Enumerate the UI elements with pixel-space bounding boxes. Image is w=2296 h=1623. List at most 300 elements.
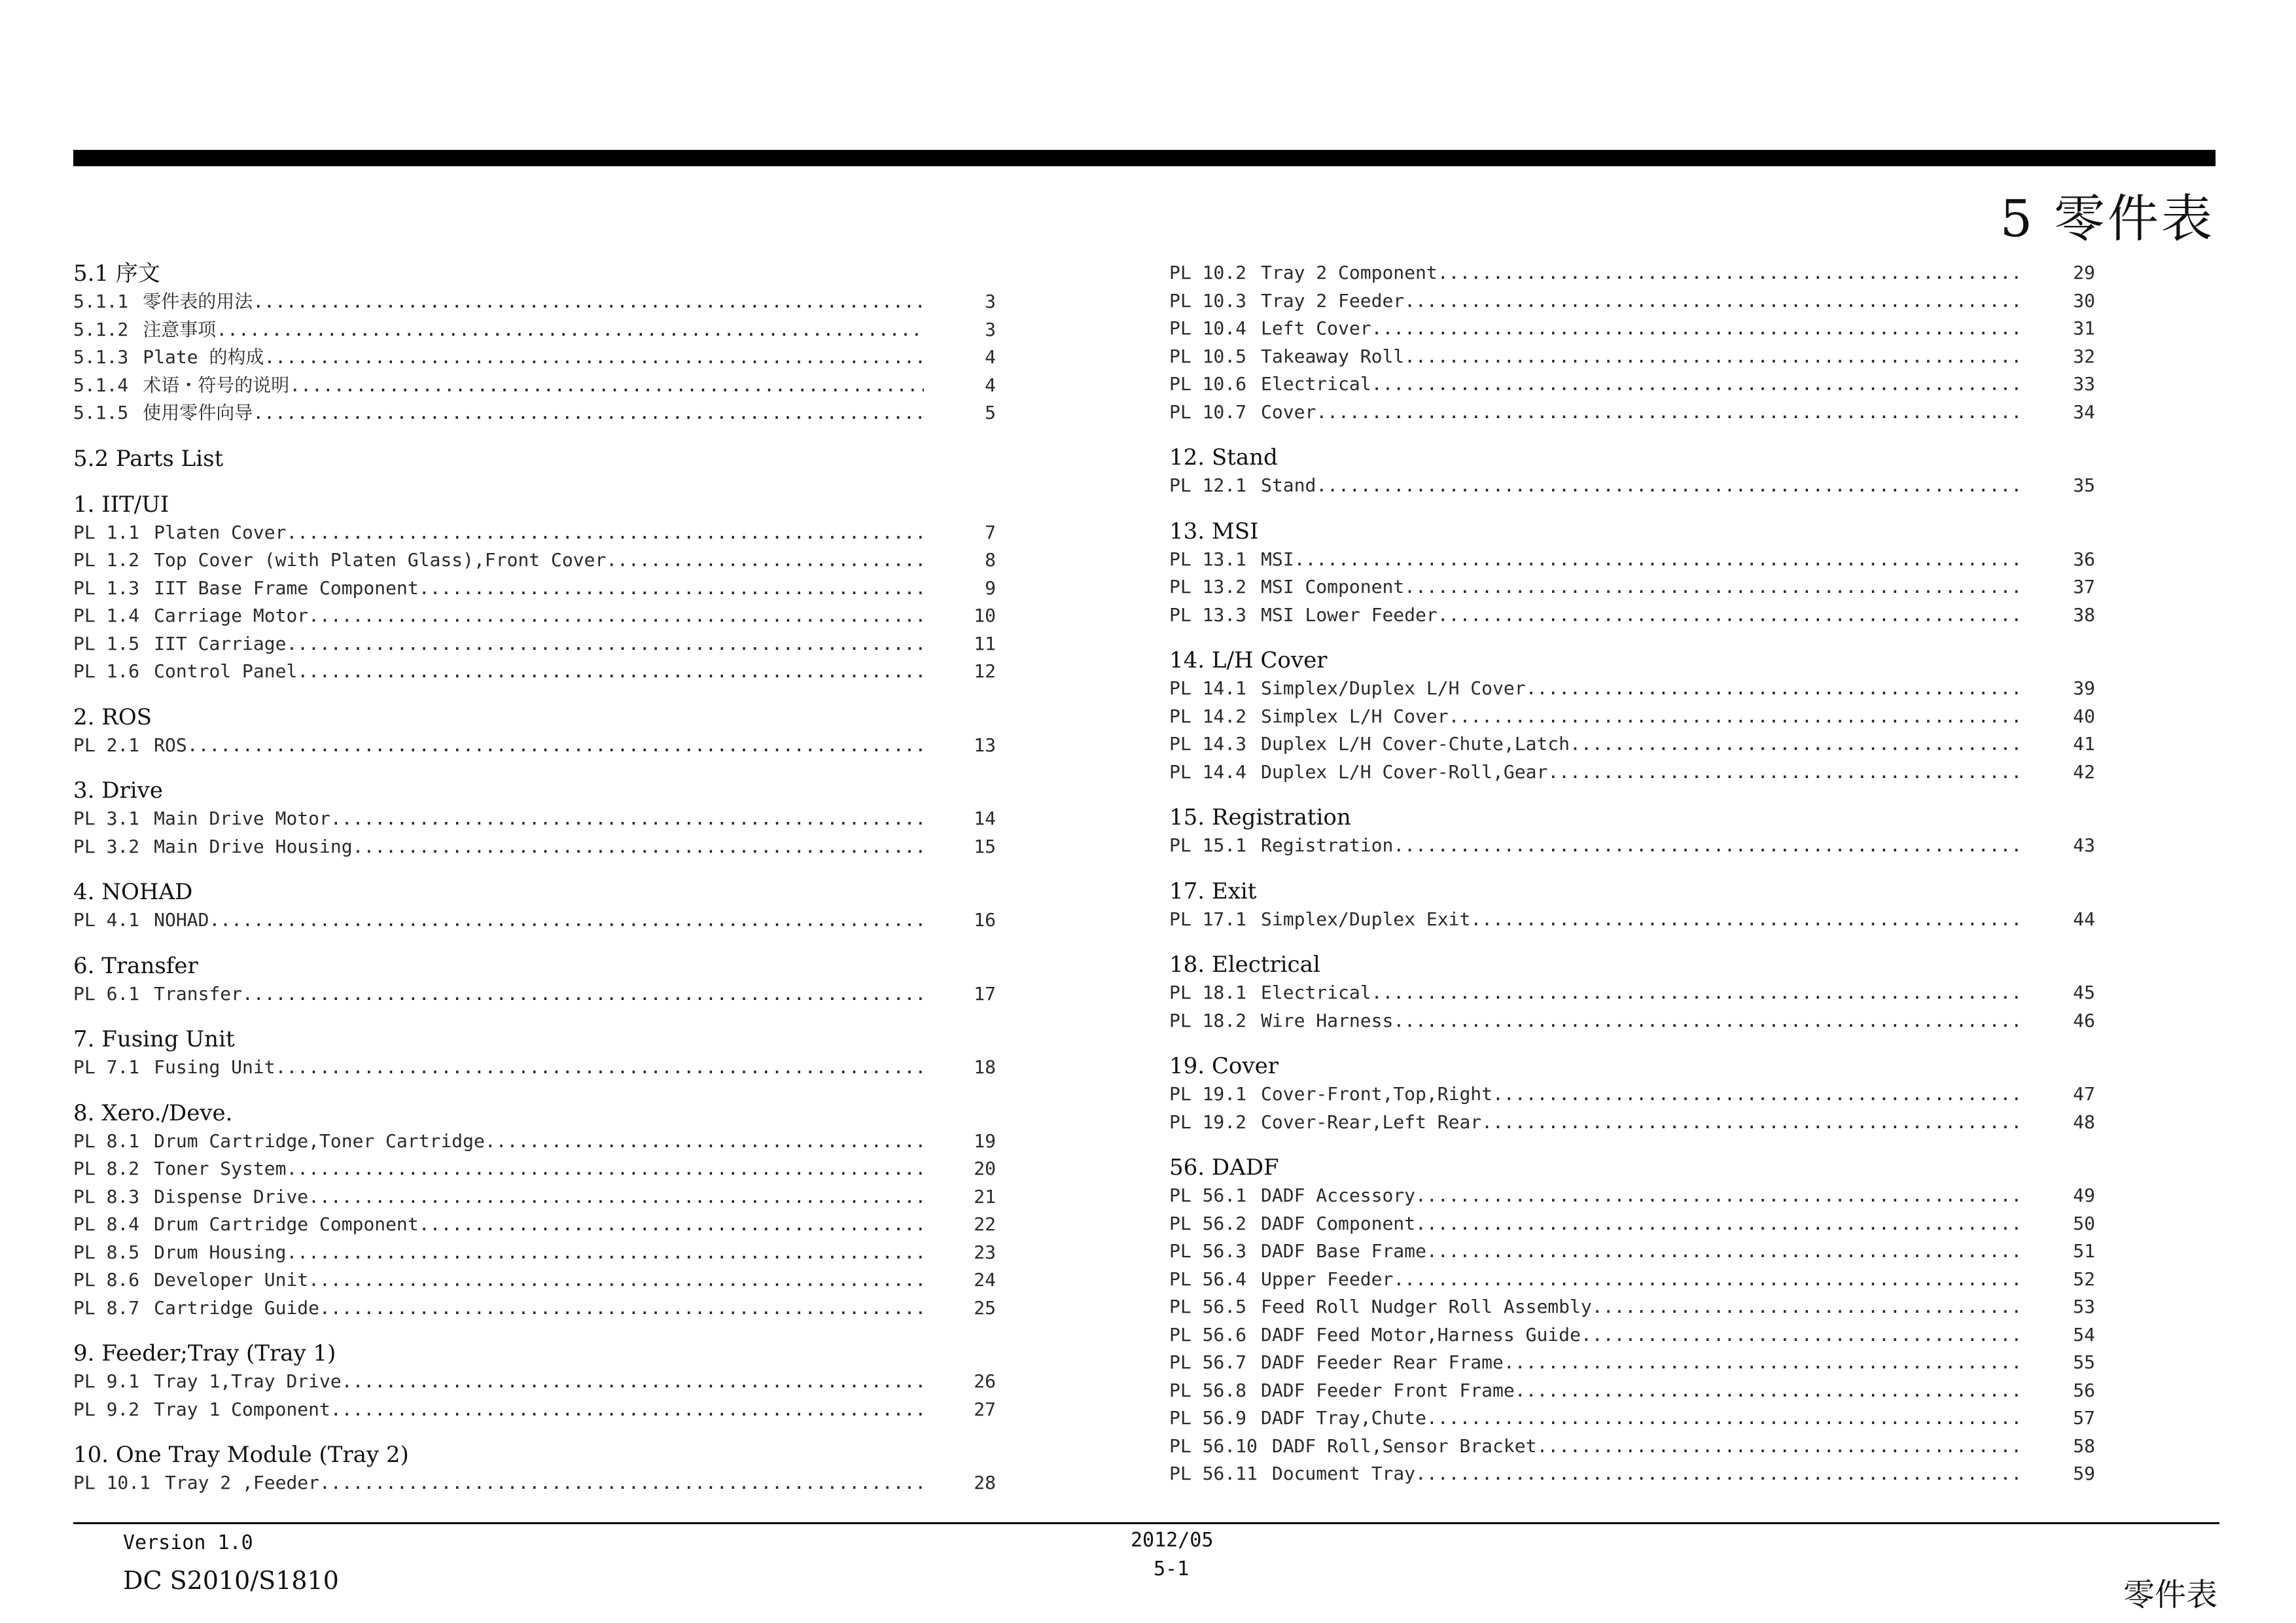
toc-entry[interactable]: [1169, 1266, 2095, 1294]
entry-number: PL 56.3: [1169, 1240, 1247, 1262]
entry-page: 14: [974, 808, 996, 829]
toc-section: [73, 1339, 996, 1423]
entry-number: PL 14.2: [1169, 705, 1247, 727]
toc-entry[interactable]: [1169, 703, 2095, 731]
section-heading: 56. DADF: [1169, 1154, 1279, 1181]
entry-page: 39: [2073, 677, 2095, 699]
dot-leader: [1504, 1349, 2018, 1377]
footer-rule: [73, 1522, 2219, 1524]
dot-leader: [419, 1211, 924, 1239]
entry-number: PL 56.4: [1169, 1268, 1247, 1290]
entry-page: 3: [985, 291, 996, 312]
entry-page: 50: [2073, 1212, 2095, 1234]
entry-number: PL 10.2: [1169, 262, 1247, 283]
toc-section: [73, 1099, 996, 1323]
toc-section: [73, 444, 996, 473]
entry-page: 3: [985, 318, 996, 340]
toc-entry[interactable]: [1169, 675, 2095, 703]
toc-entry[interactable]: [1169, 1460, 2095, 1488]
dot-leader: [330, 805, 924, 833]
toc-entry[interactable]: [1169, 1349, 2095, 1377]
entry-number: PL 9.2: [73, 1398, 140, 1420]
entry-page: 18: [974, 1056, 996, 1078]
toc-entry[interactable]: [1169, 1080, 2095, 1109]
entry-title: Registration: [1261, 834, 1394, 856]
dot-leader: [1515, 1377, 2018, 1405]
entry-title: MSI: [1261, 548, 1294, 570]
toc-entry[interactable]: [1169, 730, 2095, 758]
entry-number: 5.1.4: [73, 374, 129, 396]
entry-number: PL 8.5: [73, 1241, 140, 1263]
dot-leader: [1438, 601, 2018, 630]
entry-page: 41: [2073, 733, 2095, 755]
entry-page: 24: [974, 1269, 996, 1291]
dot-leader: [1426, 1238, 2018, 1266]
section-heading: 5.1 序文: [73, 260, 160, 287]
dot-leader: [353, 833, 924, 861]
entry-page: 4: [985, 374, 996, 396]
footer-model: DC S2010/S1810: [123, 1566, 339, 1595]
dot-leader: [1393, 1266, 2018, 1294]
section-heading: 3. Drive: [73, 777, 163, 804]
entry-page: 22: [974, 1213, 996, 1235]
dot-leader: [1415, 1182, 2018, 1210]
entry-number: PL 1.4: [73, 605, 140, 626]
dot-leader: [1404, 573, 2018, 601]
dot-leader: [187, 732, 924, 760]
toc-entry[interactable]: [73, 316, 996, 344]
toc-entry[interactable]: [1169, 573, 2095, 601]
dot-leader: [1371, 979, 2018, 1007]
entry-page: 20: [974, 1158, 996, 1179]
toc-entry[interactable]: [1169, 1433, 2095, 1461]
toc-entry[interactable]: [73, 575, 996, 603]
toc-section: [1169, 443, 2095, 500]
toc-section: [73, 490, 996, 686]
entry-title: Duplex L/H Cover-Chute,Latch: [1261, 733, 1570, 755]
dot-leader: [1371, 315, 2018, 343]
footer-version: Version 1.0: [123, 1531, 253, 1554]
dot-leader: [1470, 906, 2018, 934]
entry-title: Cover: [1261, 401, 1316, 423]
entry-page: 4: [985, 346, 996, 368]
entry-title: DADF Tray,Chute: [1261, 1407, 1426, 1429]
dot-leader: [1316, 399, 2018, 427]
entry-number: PL 13.3: [1169, 603, 1247, 626]
entry-number: PL 14.4: [1169, 760, 1247, 783]
entry-title: Main Drive Motor: [154, 808, 330, 829]
entry-title: IIT Carriage: [154, 632, 287, 654]
toc-section: [1169, 803, 2095, 860]
toc-entry[interactable]: [1169, 979, 2095, 1007]
toc-entry[interactable]: [1169, 906, 2095, 934]
entry-number: PL 10.5: [1169, 345, 1247, 367]
entry-title: Cartridge Guide: [154, 1296, 320, 1319]
entry-page: 9: [985, 577, 996, 599]
entry-number: PL 56.6: [1169, 1323, 1247, 1346]
toc-entry[interactable]: [1169, 472, 2095, 500]
toc-entry[interactable]: [73, 805, 996, 833]
toc-entry[interactable]: [73, 1368, 996, 1396]
entry-number: 5.1.1: [73, 291, 129, 312]
dot-leader: [297, 658, 924, 686]
toc-entry[interactable]: [73, 1239, 996, 1267]
dot-leader: [1547, 758, 2018, 787]
entry-page: 17: [974, 982, 996, 1005]
toc-entry[interactable]: [73, 546, 996, 575]
entry-number: 5.1.3: [73, 346, 129, 368]
entry-title: DADF Base Frame: [1261, 1240, 1426, 1262]
section-heading: 7. Fusing Unit: [73, 1026, 235, 1052]
section-heading: 4. NOHAD: [73, 879, 193, 905]
entry-number: PL 56.5: [1169, 1296, 1247, 1317]
entry-title: Cover-Rear,Left Rear: [1261, 1111, 1482, 1133]
dot-leader: [308, 602, 924, 630]
entry-page: 57: [2073, 1407, 2095, 1429]
toc-entry[interactable]: [1169, 1377, 2095, 1405]
entry-number: PL 9.1: [73, 1370, 140, 1392]
toc-entry[interactable]: [1169, 1182, 2095, 1210]
entry-number: PL 19.2: [1169, 1111, 1247, 1133]
dot-leader: [1316, 472, 2018, 500]
entry-title: Plate 的构成: [143, 346, 264, 368]
entry-title: Toner System: [154, 1158, 287, 1179]
dot-leader: [1581, 1321, 2018, 1349]
toc-entry[interactable]: [1169, 1109, 2095, 1137]
dot-leader: [1294, 546, 2018, 574]
entry-title: Takeaway Roll: [1261, 345, 1405, 367]
entry-number: PL 13.1: [1169, 548, 1247, 570]
entry-number: 5.1.5: [73, 402, 129, 423]
entry-page: 31: [2073, 317, 2095, 339]
entry-page: 10: [974, 605, 996, 626]
toc-column-left: [73, 259, 996, 1497]
footer-page-number: 5-1: [1154, 1558, 1190, 1580]
dot-leader: [1526, 675, 2018, 703]
toc-section: [73, 259, 996, 427]
toc-entry[interactable]: [1169, 399, 2095, 427]
dot-leader: [1393, 832, 2018, 860]
entry-number: PL 14.1: [1169, 677, 1247, 699]
entry-page: 59: [2073, 1463, 2095, 1484]
entry-page: 52: [2073, 1268, 2095, 1290]
footer-chapter: 零件表: [2123, 1577, 2217, 1613]
toc-entry[interactable]: [73, 372, 996, 400]
toc-entry[interactable]: [1169, 343, 2095, 371]
entry-title: 注意事项: [143, 318, 217, 340]
entry-title: Simplex/Duplex Exit: [1261, 908, 1471, 930]
toc-entry[interactable]: [1169, 1404, 2095, 1433]
dot-leader: [419, 575, 924, 603]
entry-page: 5: [985, 402, 996, 423]
entry-title: Developer Unit: [154, 1269, 309, 1291]
section-heading: 2. ROS: [73, 704, 152, 730]
entry-page: 33: [2073, 373, 2095, 395]
entry-number: PL 17.1: [1169, 908, 1247, 930]
entry-page: 26: [974, 1370, 996, 1392]
entry-page: 11: [974, 632, 996, 654]
dot-leader: [216, 316, 924, 344]
toc-entry[interactable]: [73, 1469, 996, 1497]
entry-number: PL 13.2: [1169, 576, 1247, 597]
entry-number: PL 56.7: [1169, 1351, 1247, 1373]
entry-number: PL 19.1: [1169, 1083, 1247, 1105]
entry-page: 40: [2073, 705, 2095, 727]
dot-leader: [1404, 287, 2018, 315]
dot-leader: [1449, 703, 2018, 731]
toc-entry[interactable]: [1169, 287, 2095, 315]
entry-title: Simplex L/H Cover: [1261, 705, 1449, 727]
entry-title: DADF Feeder Front Frame: [1261, 1379, 1515, 1401]
entry-title: 使用零件向导: [143, 402, 253, 423]
entry-title: MSI Component: [1261, 576, 1405, 597]
entry-title: Dispense Drive: [154, 1185, 309, 1207]
section-heading: 12. Stand: [1169, 444, 1278, 471]
entry-title: Document Tray: [1271, 1463, 1416, 1484]
section-heading: 17. Exit: [1169, 878, 1257, 904]
entry-page: 27: [974, 1398, 996, 1420]
entry-page: 19: [974, 1130, 996, 1152]
entry-title: Tray 1 Component: [154, 1398, 330, 1420]
toc-entry[interactable]: [1169, 1007, 2095, 1035]
footer-date: 2012/05: [1131, 1529, 1214, 1552]
toc-entry[interactable]: [73, 980, 996, 1008]
dot-leader: [286, 519, 924, 547]
dot-leader: [253, 288, 924, 316]
entry-page: 34: [2073, 401, 2095, 423]
entry-title: 零件表的用法: [143, 291, 253, 312]
entry-number: PL 56.10: [1169, 1435, 1258, 1457]
dot-leader: [308, 1183, 924, 1211]
toc-entry[interactable]: [73, 1396, 996, 1424]
dot-leader: [485, 1128, 924, 1156]
entry-number: PL 56.1: [1169, 1185, 1247, 1206]
entry-title: IIT Base Frame Component: [154, 577, 419, 599]
entry-title: ROS: [154, 734, 187, 756]
dot-leader: [286, 630, 924, 658]
section-heading: 5.2 Parts List: [73, 445, 224, 472]
dot-leader: [1393, 1007, 2018, 1035]
entry-number: PL 1.2: [73, 549, 140, 571]
entry-page: 28: [974, 1472, 996, 1493]
toc-column-right: [1169, 259, 2095, 1488]
entry-title: Top Cover (with Platen Glass),Front Cover: [154, 549, 607, 571]
header-rule: [73, 150, 2216, 166]
entry-number: PL 1.6: [73, 660, 140, 682]
entry-title: Feed Roll Nudger Roll Assembly: [1261, 1296, 1592, 1317]
entry-number: PL 14.3: [1169, 733, 1247, 755]
toc-entry[interactable]: [73, 288, 996, 316]
dot-leader: [1570, 730, 2018, 758]
entry-page: 15: [974, 835, 996, 857]
entry-title: Duplex L/H Cover-Roll,Gear: [1261, 760, 1548, 783]
entry-page: 48: [2073, 1111, 2095, 1133]
dot-leader: [319, 1294, 924, 1323]
toc-section: [73, 703, 996, 760]
toc-entry[interactable]: [73, 1128, 996, 1156]
toc-section: [1169, 1052, 2095, 1136]
entry-page: 35: [2073, 474, 2095, 496]
toc-entry[interactable]: [73, 1266, 996, 1294]
entry-number: PL 8.2: [73, 1158, 140, 1179]
entry-page: 32: [2073, 345, 2095, 367]
dot-leader: [253, 399, 924, 427]
toc-entry[interactable]: [73, 1211, 996, 1239]
entry-page: 55: [2073, 1351, 2095, 1373]
dot-leader: [330, 1396, 924, 1424]
entry-page: 58: [2073, 1435, 2095, 1457]
section-heading: 9. Feeder;Tray (Tray 1): [73, 1340, 336, 1366]
entry-page: 42: [2073, 760, 2095, 783]
entry-page: 12: [974, 660, 996, 682]
toc-entry[interactable]: [73, 906, 996, 935]
toc-section: [73, 1025, 996, 1082]
entry-title: NOHAD: [154, 909, 209, 931]
entry-number: PL 6.1: [73, 982, 140, 1005]
entry-page: 49: [2073, 1185, 2095, 1206]
entry-number: PL 10.4: [1169, 317, 1247, 339]
section-heading: 6. Transfer: [73, 952, 198, 979]
toc-entry[interactable]: [73, 1183, 996, 1211]
entry-title: DADF Component: [1261, 1212, 1416, 1234]
entry-page: 56: [2073, 1379, 2095, 1401]
entry-number: PL 56.2: [1169, 1212, 1247, 1234]
entry-page: 13: [974, 734, 996, 756]
dot-leader: [1592, 1293, 2018, 1321]
dot-leader: [264, 344, 924, 372]
toc-entry[interactable]: [73, 833, 996, 861]
entry-title: Transfer: [154, 982, 243, 1005]
toc-section: [1169, 1153, 2095, 1488]
toc-entry[interactable]: [73, 658, 996, 686]
entry-title: Fusing Unit: [154, 1056, 275, 1078]
entry-title: Tray 2 Feeder: [1261, 289, 1405, 312]
section-heading: 8. Xero./Deve.: [73, 1099, 233, 1126]
toc-entry[interactable]: [73, 1155, 996, 1183]
toc-entry[interactable]: [73, 602, 996, 630]
toc-section: [73, 776, 996, 861]
entry-number: PL 12.1: [1169, 474, 1247, 496]
toc-section: [1169, 950, 2095, 1035]
dot-leader: [319, 1469, 924, 1497]
toc-entry[interactable]: [73, 519, 996, 547]
toc-entry[interactable]: [73, 1294, 996, 1323]
entry-number: PL 1.5: [73, 632, 140, 654]
entry-title: Wire Harness: [1261, 1009, 1394, 1031]
entry-number: PL 10.3: [1169, 289, 1247, 312]
entry-page: 30: [2073, 289, 2095, 312]
entry-number: PL 3.2: [73, 835, 140, 857]
dot-leader: [606, 546, 924, 575]
entry-page: 16: [974, 909, 996, 931]
toc-entry[interactable]: [1169, 370, 2095, 399]
entry-number: PL 56.11: [1169, 1463, 1258, 1484]
entry-title: Electrical: [1261, 982, 1371, 1003]
toc-entry[interactable]: [1169, 1238, 2095, 1266]
entry-number: PL 10.7: [1169, 401, 1247, 423]
dot-leader: [286, 1239, 924, 1267]
entry-number: PL 10.6: [1169, 373, 1247, 395]
toc-entry[interactable]: [73, 732, 996, 760]
entry-number: PL 2.1: [73, 734, 140, 756]
entry-title: Drum Cartridge Component: [154, 1213, 419, 1235]
section-heading: 18. Electrical: [1169, 952, 1320, 978]
toc-section: [1169, 646, 2095, 786]
dot-leader: [1415, 1210, 2018, 1238]
entry-page: 25: [974, 1296, 996, 1319]
entry-title: MSI Lower Feeder: [1261, 603, 1438, 626]
entry-title: Tray 2 ,Feeder: [165, 1472, 320, 1493]
entry-number: PL 1.1: [73, 521, 140, 543]
toc-entry[interactable]: [1169, 259, 2095, 287]
dot-leader: [1481, 1109, 2018, 1137]
toc-entry[interactable]: [1169, 546, 2095, 574]
toc-entry[interactable]: [1169, 1210, 2095, 1238]
toc-entry[interactable]: [1169, 601, 2095, 630]
chapter-title: 5 零件表: [2000, 190, 2215, 249]
dot-leader: [342, 1368, 924, 1396]
entry-title: Electrical: [1261, 373, 1371, 395]
toc-section: [73, 878, 996, 935]
toc-entry[interactable]: [1169, 758, 2095, 787]
entry-title: Control Panel: [154, 660, 298, 682]
entry-page: 37: [2073, 576, 2095, 597]
dot-leader: [1404, 343, 2018, 371]
entry-page: 47: [2073, 1083, 2095, 1105]
dot-leader: [209, 906, 924, 935]
entry-title: DADF Feeder Rear Frame: [1261, 1351, 1504, 1373]
entry-page: 38: [2073, 603, 2095, 626]
entry-page: 36: [2073, 548, 2095, 570]
entry-number: PL 56.9: [1169, 1407, 1247, 1429]
entry-page: 45: [2073, 982, 2095, 1003]
entry-title: Tray 2 Component: [1261, 262, 1438, 283]
toc-entry[interactable]: [1169, 832, 2095, 860]
entry-number: 5.1.2: [73, 318, 129, 340]
dot-leader: [289, 372, 924, 400]
toc-entry[interactable]: [1169, 1321, 2095, 1349]
toc-entry[interactable]: [73, 399, 996, 427]
entry-title: Stand: [1261, 474, 1316, 496]
entry-title: Cover-Front,Top,Right: [1261, 1083, 1493, 1105]
entry-title: 术语・符号的说明: [143, 374, 290, 396]
entry-number: PL 8.3: [73, 1185, 140, 1207]
toc-entry[interactable]: [73, 344, 996, 372]
toc-section: [73, 952, 996, 1008]
entry-number: PL 8.4: [73, 1213, 140, 1235]
section-heading: 14. L/H Cover: [1169, 647, 1328, 673]
entry-number: PL 18.1: [1169, 982, 1247, 1003]
entry-title: Carriage Motor: [154, 605, 309, 626]
toc-entry[interactable]: [1169, 315, 2095, 343]
toc-section: [1169, 259, 2095, 426]
dot-leader: [1426, 1404, 2018, 1433]
entry-number: PL 4.1: [73, 909, 140, 931]
entry-number: PL 8.7: [73, 1296, 140, 1319]
toc-entry[interactable]: [73, 630, 996, 658]
entry-number: PL 56.8: [1169, 1379, 1247, 1401]
entry-number: PL 15.1: [1169, 834, 1247, 856]
dot-leader: [275, 1054, 924, 1082]
entry-title: Drum Cartridge,Toner Cartridge: [154, 1130, 485, 1152]
entry-page: 46: [2073, 1009, 2095, 1031]
toc-entry[interactable]: [1169, 1293, 2095, 1321]
toc-entry[interactable]: [73, 1054, 996, 1082]
dot-leader: [1536, 1433, 2018, 1461]
entry-page: 54: [2073, 1323, 2095, 1346]
entry-number: PL 1.3: [73, 577, 140, 599]
dot-leader: [1415, 1460, 2018, 1488]
